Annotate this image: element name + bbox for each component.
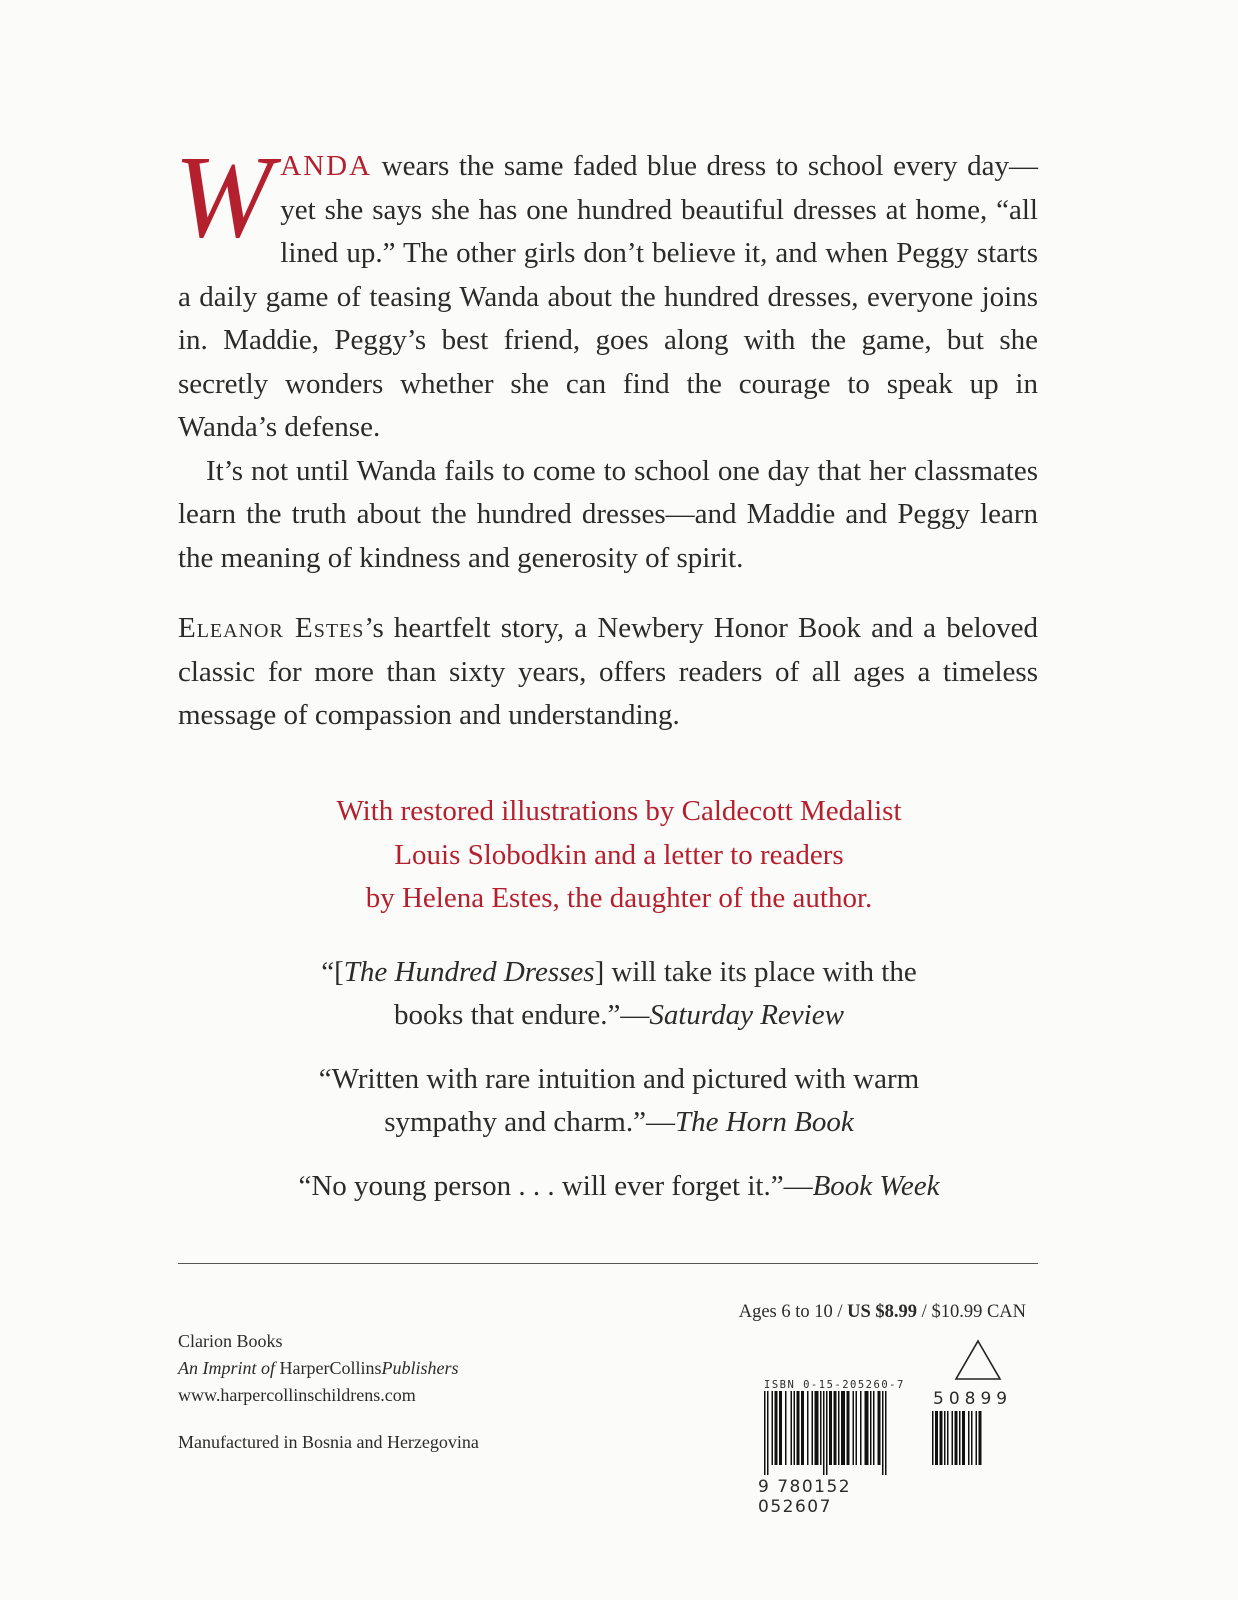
addon-digits: 50899 xyxy=(933,1389,1013,1409)
barcode-bar xyxy=(856,1391,858,1465)
quote-source: Book Week xyxy=(812,1170,940,1202)
barcode-bar xyxy=(794,1391,796,1465)
quote-open: “[ xyxy=(321,956,344,988)
barcode-bar xyxy=(834,1391,837,1465)
quote-text: “No young person . . . will ever forget it.”— xyxy=(298,1170,813,1202)
barcode-bar xyxy=(947,1411,949,1465)
ean-digits: 9 780152 052607 xyxy=(758,1477,852,1517)
barcode-bar xyxy=(812,1391,814,1465)
barcode-bar xyxy=(823,1391,825,1475)
review-quote-book-week xyxy=(178,1165,1060,1208)
credits-line-3: by Helena Estes, the daughter of the author. xyxy=(365,882,873,914)
barcode-bar xyxy=(785,1391,787,1465)
drop-cap: W xyxy=(174,131,273,262)
barcode-bar xyxy=(971,1411,973,1465)
barcode-bar xyxy=(976,1411,978,1465)
publisher-website: www.harpercollinschildrens.com xyxy=(178,1385,416,1405)
barcode-bar xyxy=(767,1391,769,1475)
barcode-bar xyxy=(820,1391,822,1465)
barcode-bar xyxy=(979,1411,982,1465)
quote-text: ] will take its place with the xyxy=(594,956,917,988)
quote-line: “Written with rare intuition and pictured with warm xyxy=(318,1063,920,1095)
barcode-bar xyxy=(940,1411,943,1465)
imprint-suffix: Publishers xyxy=(381,1358,459,1378)
book-title: The Hundred Dresses xyxy=(343,956,595,988)
illustration-credits xyxy=(178,790,1060,921)
quote-source: The Horn Book xyxy=(674,1106,854,1138)
quote-text: books that endure.”— xyxy=(394,999,650,1031)
barcode-bar xyxy=(870,1391,872,1465)
age-range: Ages 6 to 10 xyxy=(738,1302,833,1322)
barcode-bar xyxy=(968,1411,970,1465)
ean-barcode xyxy=(764,1391,926,1475)
isbn-label: ISBN 0-15-205260-7 xyxy=(764,1379,905,1391)
barcode-bar xyxy=(797,1391,800,1465)
can-price: $10.99 CAN xyxy=(931,1302,1026,1322)
manufactured-note: Manufactured in Bosnia and Herzegovina xyxy=(178,1432,479,1452)
barcode-bar xyxy=(764,1391,766,1475)
barcode-bar xyxy=(853,1391,855,1465)
imprint-prefix: An Imprint of xyxy=(178,1358,275,1378)
barcode-bar xyxy=(779,1391,782,1465)
us-price: US $8.99 xyxy=(847,1302,918,1322)
imprint-name: HarperCollins xyxy=(279,1358,382,1378)
barcode-bar xyxy=(873,1391,875,1465)
credits-line-1: With restored illustrations by Caldecott Medalist xyxy=(336,795,902,827)
barcode-block xyxy=(758,1335,1048,1517)
quote-line xyxy=(178,1165,1060,1208)
barcode-bar xyxy=(952,1411,954,1465)
quote-text: sympathy and charm.”— xyxy=(384,1106,675,1138)
barcode-bar xyxy=(815,1391,819,1465)
synopsis-paragraph-2: It’s not until Wanda fails to come to school one day that her classmates learn the truth about the hundred dresses—and Maddie and Peggy learn the meaning of kindness and generosity of spirit. xyxy=(178,454,1038,574)
barcode-bar xyxy=(932,1411,934,1465)
barcode-bar xyxy=(772,1391,774,1465)
review-quote-saturday-review xyxy=(178,951,1060,1037)
credits-line-2: Louis Slobodkin and a letter to readers xyxy=(394,838,844,871)
drop-cap-continuation: ANDA xyxy=(280,150,373,182)
barcode-bar xyxy=(829,1391,832,1465)
price-line xyxy=(686,1302,1026,1323)
barcode-bar xyxy=(807,1391,809,1465)
synopsis-paragraph-1 xyxy=(174,131,1038,450)
quote-source: Saturday Review xyxy=(649,999,844,1031)
synopsis-paragraph-1-text: wears the same faded blue dress to school every day—yet she says she has one hundred beautiful dresses at home, “all lined up.” The other girls don’t believe it, and when Peggy starts a daily game of teasing Wanda about the hundred dresses, everyone joins in. Maddie, Peggy’s best friend, goes along with the game, but she secretly wonders whether she can find the courage to speak up in Wanda’s defense. xyxy=(178,150,1038,443)
barcode-bar xyxy=(882,1391,884,1475)
synopsis-paragraph-3-text: ’s heartfelt story, a Newbery Honor Book and a beloved classic for more than sixty years, offers readers of all ages a timeless message of compassion and understanding. xyxy=(178,612,1038,731)
barcode-bar xyxy=(944,1411,946,1465)
barcode-bar xyxy=(885,1391,887,1475)
synopsis xyxy=(174,131,1038,738)
review-quotes xyxy=(178,951,1060,1229)
divider-rule xyxy=(178,1263,1038,1264)
review-quote-horn-book xyxy=(178,1058,1060,1144)
barcode-bar xyxy=(878,1391,881,1465)
barcode-bar xyxy=(801,1391,804,1465)
quote-line xyxy=(178,994,1060,1037)
quote-line xyxy=(178,1101,1060,1144)
barcode-bar xyxy=(775,1391,778,1465)
addon-barcode xyxy=(932,1411,994,1475)
author-name: Eleanor Estes xyxy=(178,612,365,644)
barcode-bar xyxy=(826,1391,828,1475)
barcode-bar xyxy=(860,1391,862,1465)
barcode-bar xyxy=(962,1411,965,1465)
barcode-bar xyxy=(847,1391,850,1465)
publisher-info xyxy=(178,1328,459,1409)
barcode-bar xyxy=(791,1391,793,1465)
barcode-bar xyxy=(935,1411,938,1465)
publisher-name: Clarion Books xyxy=(178,1331,283,1351)
synopsis-paragraph-3 xyxy=(178,607,1038,738)
separator: / xyxy=(917,1302,932,1322)
barcode-bar xyxy=(959,1411,961,1465)
triangle-icon xyxy=(954,1339,1002,1381)
barcode-bar xyxy=(955,1411,958,1465)
publisher-imprint xyxy=(178,1355,459,1382)
quote-line xyxy=(178,951,1060,994)
barcode-bar xyxy=(865,1391,869,1465)
barcode-bar xyxy=(841,1391,845,1465)
separator: / xyxy=(832,1302,848,1322)
barcode-bar xyxy=(838,1391,840,1465)
